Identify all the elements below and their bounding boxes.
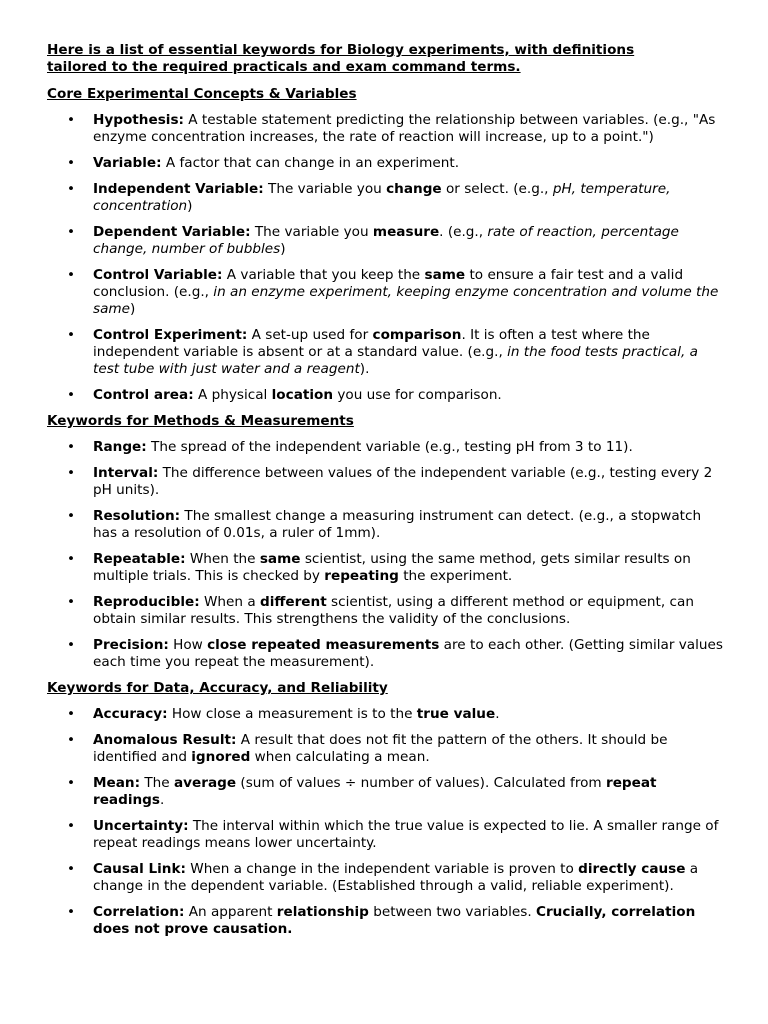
definition-text: The difference between values of the independent variable (e.g., testing every 2 pH units). [93, 465, 713, 498]
keyword-term: relationship [276, 904, 369, 920]
definition-text: you use for comparison. [333, 387, 502, 403]
keyword-list-item [47, 439, 724, 456]
definition-text: When the [185, 551, 260, 567]
keyword-term: close repeated measurements [207, 637, 440, 653]
bullet-icon: • [67, 155, 76, 171]
bullet-icon: • [67, 637, 76, 653]
keyword-term: directly cause [578, 861, 686, 877]
definition-text: A testable statement predicting the relationship between variables. (e.g., "As enzyme concentration increases, the rate of reaction will increase, up to a point.") [93, 112, 716, 145]
definition-text: when calculating a mean. [250, 749, 430, 765]
bullet-icon: • [67, 706, 76, 722]
keyword-term: repeat readings [93, 775, 657, 808]
keyword-list-item [47, 465, 724, 499]
bullet-icon: • [67, 224, 76, 240]
keyword-list [47, 439, 724, 671]
example-text: in the food tests practical, a test tube with just water and a reagent [93, 344, 698, 377]
keyword-list [47, 112, 724, 404]
definition-text: How [168, 637, 208, 653]
keyword-term: Control area: [93, 387, 194, 403]
keyword-term: measure [372, 224, 440, 240]
keyword-term: Control Variable: [93, 267, 223, 283]
keyword-list-item [47, 818, 724, 852]
definition-text: When a [199, 594, 260, 610]
section-heading: Keywords for Methods & Measurements [47, 413, 354, 429]
bullet-icon: • [67, 439, 76, 455]
definition-text: or select. (e.g., [441, 181, 553, 197]
keyword-list-item [47, 112, 724, 146]
bullet-icon: • [67, 594, 76, 610]
definition-text: The spread of the independent variable (e.g., testing pH from 3 to 11). [146, 439, 633, 455]
keyword-term: Interval: [93, 465, 159, 481]
keyword-term: comparison [372, 327, 462, 343]
keyword-list-item [47, 775, 724, 809]
keyword-list-item [47, 387, 724, 404]
keyword-term: Precision: [93, 637, 169, 653]
definition-text: between two variables. [368, 904, 536, 920]
keyword-list-item [47, 181, 724, 215]
definition-text: ). [359, 361, 370, 377]
bullet-icon: • [67, 181, 76, 197]
definition-text: scientist, using the same method, gets similar results on multiple trials. This is checked by [93, 551, 691, 584]
keyword-list-item [47, 551, 724, 585]
keyword-term: Crucially, correlation does not prove causation. [93, 904, 696, 937]
keyword-term: repeating [324, 568, 399, 584]
keyword-list-item [47, 706, 724, 723]
bullet-icon: • [67, 818, 76, 834]
bullet-icon: • [67, 327, 76, 343]
definition-text: scientist, using a different method or equipment, can obtain similar results. This strengthens the validity of the conclusions. [93, 594, 694, 627]
keyword-term: Variable: [93, 155, 162, 171]
keyword-term: Correlation: [93, 904, 185, 920]
keyword-list-item [47, 508, 724, 542]
definition-text: are to each other. (Getting similar values each time you repeat the measurement). [93, 637, 723, 670]
keyword-list-item [47, 861, 724, 895]
keyword-list-item [47, 327, 724, 378]
keyword-term: same [424, 267, 466, 283]
keyword-term: true value [416, 706, 496, 722]
keyword-list-item [47, 155, 724, 172]
definition-text: . (e.g., [439, 224, 488, 240]
keyword-term: Dependent Variable: [93, 224, 251, 240]
keyword-term: Range: [93, 439, 147, 455]
keyword-term: ignored [191, 749, 251, 765]
sections-container [47, 86, 724, 938]
keyword-list-item [47, 224, 724, 258]
definition-text: to ensure a fair test and a valid conclusion. (e.g., [93, 267, 684, 300]
definition-text: a change in the dependent variable. (Established through a valid, reliable experiment). [93, 861, 699, 894]
keyword-term: Independent Variable: [93, 181, 264, 197]
definition-text: A physical [193, 387, 272, 403]
example-text: rate of reaction, percentage change, number of bubbles [93, 224, 679, 257]
keyword-term: Causal Link: [93, 861, 186, 877]
keyword-list-item [47, 732, 724, 766]
bullet-icon: • [67, 551, 76, 567]
keyword-term: Hypothesis: [93, 112, 184, 128]
intro-text: Here is a list of essential keywords for Biology experiments, with definitions tailored to the required practicals and exam command terms. [47, 42, 635, 75]
definition-text: ) [187, 198, 193, 214]
keyword-list-item [47, 637, 724, 671]
keyword-list [47, 706, 724, 938]
definition-text: . [495, 706, 500, 722]
definition-text: A set-up used for [247, 327, 373, 343]
definition-text: The interval within which the true value is expected to lie. A smaller range of repeat readings means lower uncertainty. [93, 818, 719, 851]
intro-paragraph [47, 42, 687, 76]
keyword-list-item [47, 594, 724, 628]
bullet-icon: • [67, 904, 76, 920]
keyword-term: average [173, 775, 237, 791]
example-text: in an enzyme experiment, keeping enzyme concentration and volume the same [93, 284, 719, 317]
keyword-term: location [271, 387, 334, 403]
definition-text: How close a measurement is to the [167, 706, 417, 722]
bullet-icon: • [67, 465, 76, 481]
definition-text: the experiment. [398, 568, 513, 584]
definition-text: A factor that can change in an experiment. [161, 155, 460, 171]
definition-text: ) [280, 241, 286, 257]
definition-text: A variable that you keep the [222, 267, 425, 283]
keyword-term: Reproducible: [93, 594, 200, 610]
keyword-term: Uncertainty: [93, 818, 189, 834]
definition-text: The variable you [263, 181, 387, 197]
keyword-term: same [259, 551, 301, 567]
bullet-icon: • [67, 775, 76, 791]
keyword-term: Anomalous Result: [93, 732, 237, 748]
keyword-term: change [386, 181, 442, 197]
bullet-icon: • [67, 267, 76, 283]
keyword-term: Repeatable: [93, 551, 186, 567]
bullet-icon: • [67, 508, 76, 524]
definition-text: A result that does not fit the pattern of the others. It should be identified and [93, 732, 668, 765]
definition-text: (sum of values ÷ number of values). Calculated from [236, 775, 606, 791]
bullet-icon: • [67, 112, 76, 128]
definition-text: The [140, 775, 174, 791]
definition-text: An apparent [184, 904, 277, 920]
bullet-icon: • [67, 732, 76, 748]
definition-text: . [160, 792, 165, 808]
keyword-term: Resolution: [93, 508, 181, 524]
definition-text: When a change in the independent variable is proven to [185, 861, 579, 877]
section-heading: Core Experimental Concepts & Variables [47, 86, 357, 102]
definition-text: . It is often a test where the independent variable is absent or at a standard value. (e.g., [93, 327, 650, 360]
example-text: pH, temperature, concentration [93, 181, 671, 214]
keyword-term: Mean: [93, 775, 141, 791]
bullet-icon: • [67, 861, 76, 877]
keyword-term: Control Experiment: [93, 327, 248, 343]
keyword-list-item [47, 904, 724, 938]
keyword-term: different [259, 594, 327, 610]
definition-text: The variable you [250, 224, 373, 240]
keyword-term: Accuracy: [93, 706, 168, 722]
bullet-icon: • [67, 387, 76, 403]
definition-text: The smallest change a measuring instrument can detect. (e.g., a stopwatch has a resolution of 0.01s, a ruler of 1mm). [93, 508, 702, 541]
keyword-list-item [47, 267, 724, 318]
section-heading: Keywords for Data, Accuracy, and Reliability [47, 680, 388, 696]
definition-text: ) [130, 301, 136, 317]
